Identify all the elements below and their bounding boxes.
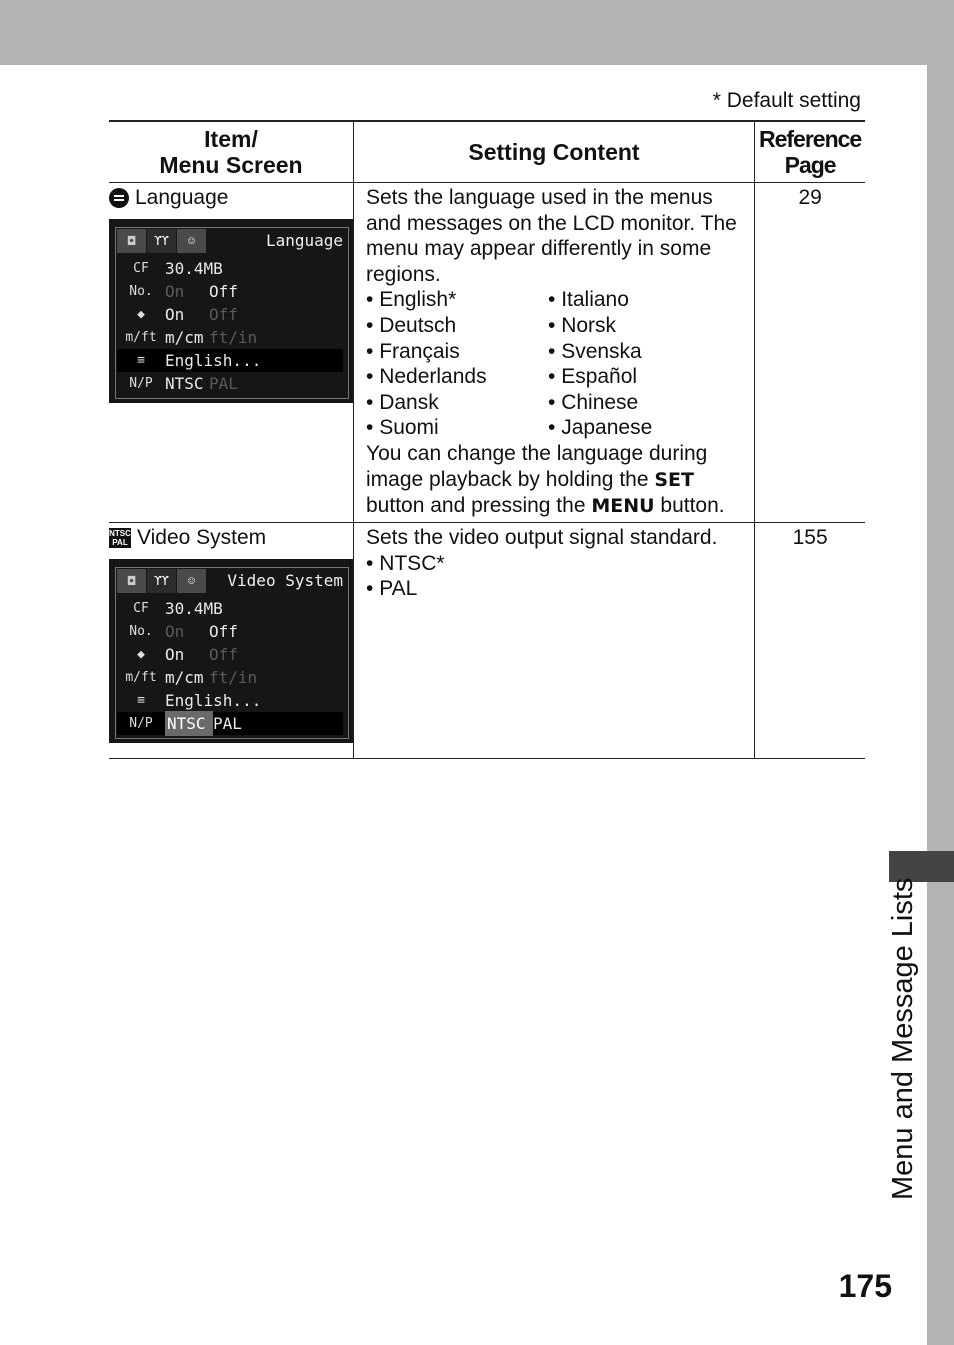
video-content-cell — [354, 523, 755, 759]
screen-row-alt-value: ft/in — [209, 667, 258, 687]
language-icon — [109, 188, 129, 208]
list-item: • Dansk — [366, 390, 548, 416]
screen-row-value: NTSC — [165, 711, 213, 737]
setup-tab-icon: ϒϒ — [147, 229, 176, 253]
list-item: • Deutsch — [366, 313, 548, 339]
screen-title: Language — [265, 231, 343, 250]
screen-row — [117, 257, 343, 280]
language-item-title — [109, 185, 353, 211]
language-content-cell — [354, 183, 755, 523]
set-button-label: SET — [654, 468, 694, 491]
video-menu-screen — [109, 559, 353, 743]
list-item: • Español — [548, 364, 748, 390]
list-item: • Svenska — [548, 339, 748, 365]
screen-row — [117, 303, 343, 326]
language-description: Sets the language used in the menus and messages on the LCD monitor. The menu may appear differently in some regions. — [366, 186, 737, 286]
screen-row — [117, 689, 343, 712]
note-text-2: button and pressing the — [366, 494, 586, 518]
list-item: • NTSC* — [366, 551, 748, 577]
list-item: • English* — [366, 287, 548, 313]
language-menu-screen — [109, 219, 353, 403]
ntsc-pal-icon-top: NTSC — [109, 529, 131, 538]
language-title: Language — [135, 186, 229, 210]
screen-row-icon: ◆ — [137, 646, 145, 662]
screen-row-alt-value: Off — [209, 644, 238, 664]
ntsc-pal-icon — [109, 528, 131, 548]
screen-row — [117, 349, 343, 372]
table-header-row — [109, 121, 865, 183]
screen-row-value: NTSC — [165, 373, 204, 393]
screen-row-value: English... — [165, 690, 262, 710]
header-item — [109, 121, 354, 183]
language-item-cell — [109, 183, 354, 523]
screen-tabs — [117, 569, 207, 593]
list-item: • PAL — [366, 576, 748, 602]
setup-tab-icon: ϒϒ — [147, 569, 176, 593]
screen-row-icon: ◆ — [137, 306, 145, 322]
list-item: • Italiano — [548, 287, 748, 313]
video-ref-cell: 155 — [755, 523, 866, 759]
screen-row-icon: m/ft — [125, 669, 157, 685]
header-content: Setting Content — [354, 121, 755, 183]
screen-row-icon: No. — [129, 623, 153, 639]
screen-row-value: On — [165, 644, 185, 664]
screen-row — [117, 643, 343, 666]
settings-table — [109, 120, 865, 759]
screen-rows — [117, 597, 343, 735]
screen-row-value: m/cm — [165, 327, 204, 347]
screen-row — [117, 597, 343, 620]
header-ref-line1: Reference — [759, 126, 862, 152]
list-item: • Nederlands — [366, 364, 548, 390]
screen-row-alt-value: Off — [209, 621, 238, 641]
header-ref — [755, 121, 866, 183]
screen-row-icon: m/ft — [125, 329, 157, 345]
language-ref-cell: 29 — [755, 183, 866, 523]
screen-row — [117, 712, 343, 735]
screen-row-icon: CF — [133, 260, 149, 276]
camera-tab-icon: ◘ — [117, 569, 146, 593]
table-row-language — [109, 183, 865, 523]
screen-row-alt-value: PAL — [209, 373, 238, 393]
screen-row — [117, 280, 343, 303]
screen-rows — [117, 257, 343, 395]
screen-row-icon: No. — [129, 283, 153, 299]
screen-row-icon: CF — [133, 600, 149, 616]
screen-row-icon: ≡ — [137, 352, 145, 368]
screen-row — [117, 666, 343, 689]
language-change-note — [366, 441, 748, 520]
table-row-video — [109, 523, 865, 759]
top-band — [0, 0, 954, 65]
default-setting-note: * Default setting — [712, 89, 861, 112]
my-camera-tab-icon: ☺ — [177, 569, 206, 593]
camera-tab-icon: ◘ — [117, 229, 146, 253]
ntsc-pal-icon-bottom: PAL — [112, 538, 128, 547]
screen-row-value: On — [165, 621, 185, 641]
menu-button-label: MENU — [591, 495, 655, 518]
note-text-1: You can change the language during image playback by holding the — [366, 441, 708, 491]
page-number: 175 — [838, 1268, 892, 1304]
side-band — [927, 65, 954, 1345]
header-ref-line2: Page — [784, 152, 836, 178]
screen-row-alt-value: PAL — [213, 713, 242, 733]
screen-row-icon: N/P — [129, 715, 153, 731]
list-item: • Suomi — [366, 415, 548, 441]
screen-row-alt-value: ft/in — [209, 327, 258, 347]
note-text-3: button. — [660, 494, 725, 518]
video-item-cell — [109, 523, 354, 759]
screen-tabs — [117, 229, 207, 253]
video-title: Video System — [137, 526, 267, 550]
screen-row-value: English... — [165, 350, 262, 370]
list-item: • Français — [366, 339, 548, 365]
list-item: • Japanese — [548, 415, 748, 441]
my-camera-tab-icon: ☺ — [177, 229, 206, 253]
screen-title: Video System — [227, 571, 343, 590]
section-label: Menu and Message Lists — [887, 877, 919, 1200]
screen-row-icon: ≡ — [137, 692, 145, 708]
screen-row — [117, 620, 343, 643]
screen-row-alt-value: Off — [209, 281, 238, 301]
screen-row-icon: N/P — [129, 375, 153, 391]
screen-row — [117, 326, 343, 349]
list-item: • Chinese — [548, 390, 748, 416]
language-options-list — [366, 287, 748, 441]
screen-row-value: On — [165, 304, 185, 324]
screen-row — [117, 372, 343, 395]
screen-row-value: 30.4MB — [165, 598, 223, 618]
video-item-title — [109, 525, 353, 551]
screen-row-value: 30.4MB — [165, 258, 223, 278]
screen-row-alt-value: Off — [209, 304, 238, 324]
header-item-line1: Item/ — [204, 126, 258, 152]
header-item-line2: Menu Screen — [159, 152, 303, 178]
screen-row-value: m/cm — [165, 667, 204, 687]
list-item: • Norsk — [548, 313, 748, 339]
video-options-list — [366, 551, 748, 602]
screen-row-value: On — [165, 281, 185, 301]
video-description: Sets the video output signal standard. — [366, 526, 718, 549]
